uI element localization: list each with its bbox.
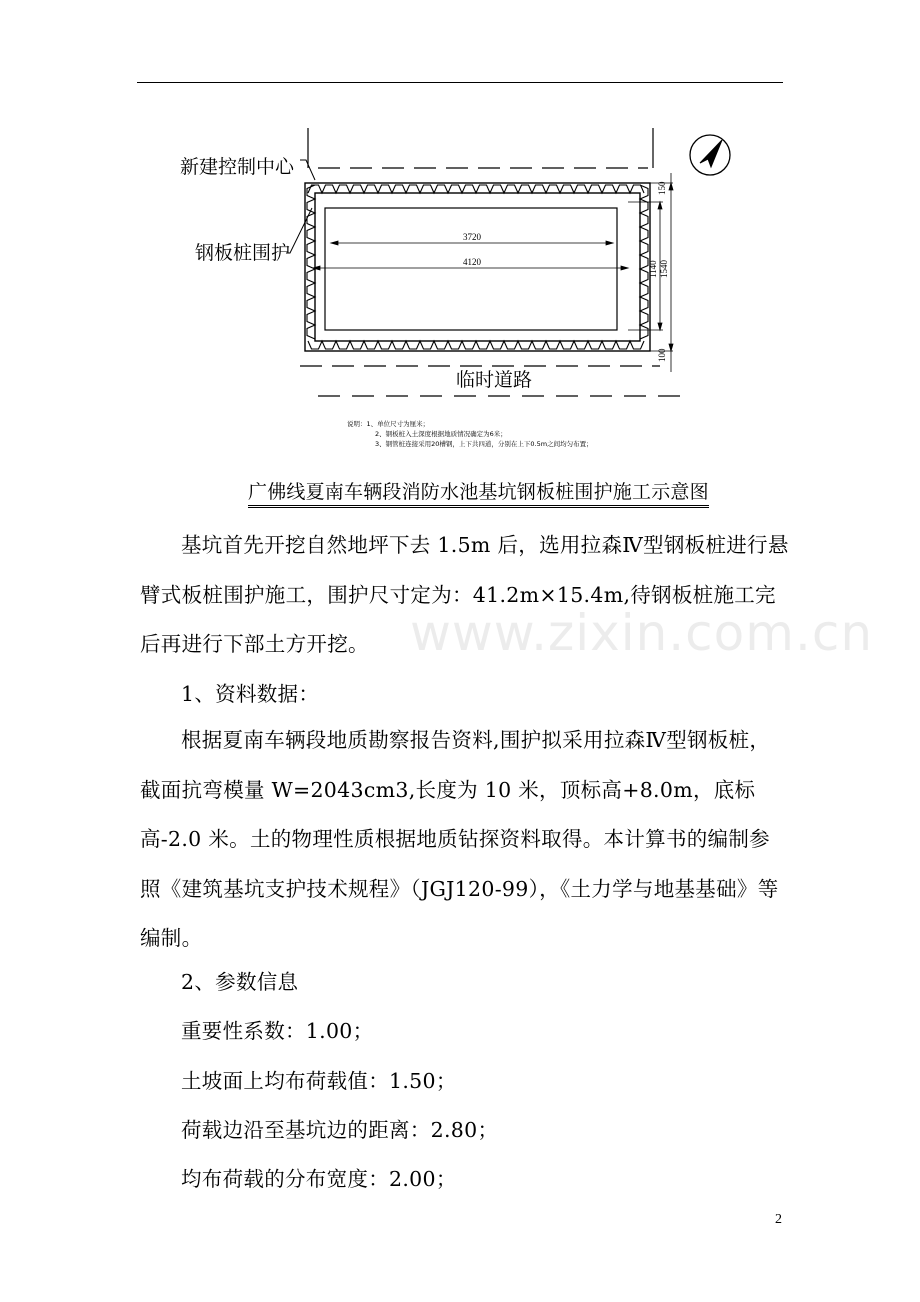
note-line-1: 说明：1、单位尺寸为厘米； <box>347 420 430 428</box>
watermark: www.zixin.com.cn <box>410 604 874 662</box>
dim-top: 150 <box>657 181 667 195</box>
heading-params: 2、参数信息 <box>181 970 299 994</box>
dimension-lines <box>313 173 673 372</box>
dim-inner-length: 3720 <box>463 232 481 242</box>
label-new-building: 新建控制中心 <box>180 156 295 178</box>
new-building-outline <box>308 128 653 168</box>
note-line-3: 3、钢管桩连接采用20槽钢，上下共四道，分别在上下0.5m之间均匀布置； <box>375 440 593 448</box>
dim-bottom: 100 <box>657 348 667 362</box>
figure-caption: 广佛线夏南车辆段消防水池基坑钢板桩围护施工示意图 <box>248 477 709 508</box>
dim-inner-height: 1140 <box>648 260 658 278</box>
param-line-4: 均布荷载的分布宽度：2.00； <box>181 1167 457 1191</box>
sheet-pile-diagram <box>0 0 920 470</box>
paragraph-intro <box>140 521 790 670</box>
paragraph-data <box>140 716 790 964</box>
sheet-pile-wall <box>305 183 650 351</box>
dim-outer-length: 4120 <box>463 257 481 267</box>
north-arrow-icon <box>690 135 730 175</box>
param-line-2: 土坡面上均布荷载值：1.50； <box>181 1069 457 1093</box>
paragraph-data-text: 根据夏南车辆段地质勘察报告资料,围护拟采用拉森Ⅳ型钢板桩，截面抗弯模量 W=2043cm3,长度为 10 米，顶标高+8.0m，底标高-2.0 米。土的物理性质根据地质钻探资料取得。本计算书的编制参照《建筑基坑支护技术规程》（JGJ120-99），《土力学与地基基础》等编制。 <box>140 728 779 950</box>
paragraph-intro-text: 基坑首先开挖自然地坪下去 1.5m 后，选用拉森Ⅳ型钢板桩进行悬臂式板桩围护施工，围护尺寸定为：41.2m×15.4m,待钢板桩施工完后再进行下部土方开挖。 <box>140 533 789 656</box>
label-temporary-road: 临时道路 <box>456 369 533 391</box>
heading-data: 1、资料数据： <box>181 682 320 706</box>
dim-outer-height: 1540 <box>659 260 669 278</box>
note-line-2: 2、钢板桩入土深度根据地质情况确定为6米； <box>375 430 507 438</box>
param-line-1: 重要性系数：1.00； <box>181 1019 374 1043</box>
label-sheet-pile: 钢板桩围护 <box>195 242 291 264</box>
param-line-3: 荷载边沿至基坑边的距离：2.80； <box>181 1118 499 1142</box>
page-number: 2 <box>775 1212 782 1227</box>
